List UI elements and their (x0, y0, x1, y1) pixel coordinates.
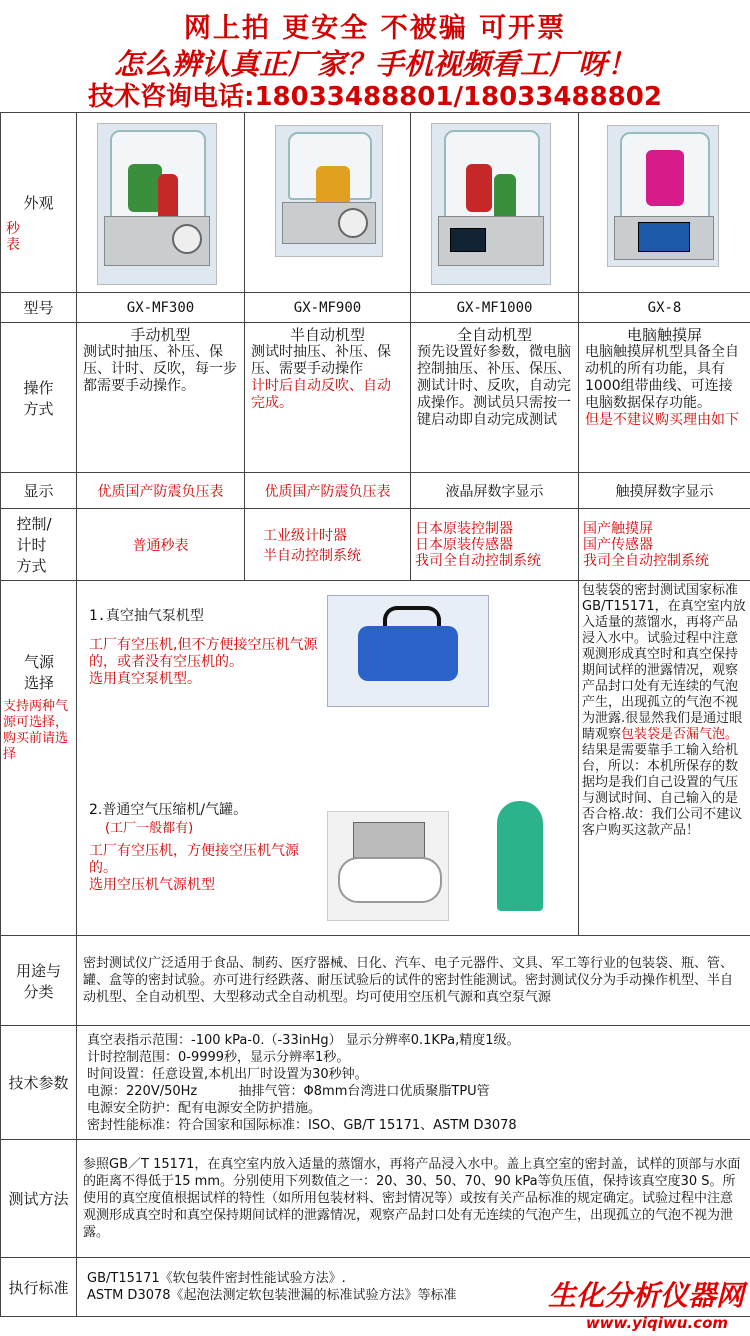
header-banner (0, 0, 750, 112)
tech-line: 密封性能标准：符合国家和国际标准：ISO、GB/T 15171、ASTM D3078 (87, 1117, 517, 1133)
model-mf1000: GX-MF1000 (411, 293, 579, 323)
banner-phone: 技术咨询电话:18033488801/18033488802 (88, 82, 662, 112)
operation-gx8: 电脑触摸屏 电脑触摸屏机型具备全自动机的所有功能，具有1000组带曲线、可连接电脑数据保存功能。 但是不建议购买理由如下 (579, 323, 750, 473)
display-gx8: 触摸屏数字显示 (579, 473, 750, 509)
air-tank-image (497, 801, 543, 911)
model-mf300: GX-MF300 (77, 293, 245, 323)
model-mf900: GX-MF900 (245, 293, 411, 323)
watermark-url: www.yiqiwu.com (585, 1314, 728, 1332)
standard-item: GB/T15171《软包装件密封性能试验方法》. (87, 1271, 346, 1286)
operation-mf900: 半自动机型 测试时抽压、补压、保压、需要手动操作 计时后自动反吹、自动完成。 (245, 323, 411, 473)
tech-line: 电源安全防护：配有电源安全防护措施。 (87, 1100, 322, 1116)
standard-item: ASTM D3078《起泡法测定软包装泄漏的标准试验方法》等标准 (87, 1288, 457, 1303)
appearance-row (1, 113, 750, 293)
air-source-row (1, 581, 750, 936)
screen-icon (450, 228, 486, 252)
tech-line: 电源：220V/50Hz 抽排气管：Φ8mm台湾进口优质聚脂TPU管 (87, 1083, 490, 1099)
tech-line: 时间设置：任意设置,本机出厂时设置为30秒钟。 (87, 1066, 368, 1082)
operation-row (1, 323, 750, 473)
operation-label: 操作方式 (1, 323, 77, 473)
usage-row (1, 936, 750, 1026)
operation-mf300: 手动机型 测试时抽压、补压、保压、计时、反吹，每一步都需要手动操作。 (77, 323, 245, 473)
air-compressor-image (327, 811, 449, 921)
test-label: 测试方法 (1, 1140, 77, 1258)
banner-question: 怎么辨认真正厂家？手机视频看工厂呀！ (113, 47, 636, 81)
gauge-icon (172, 224, 202, 254)
control-label: 控制/计时方式 (1, 509, 77, 581)
banner-slogan: 网上拍 更安全 不被骗 可开票 (183, 13, 567, 44)
tech-row (1, 1026, 750, 1140)
tech-params (77, 1026, 750, 1140)
air-label: 气源选择 (23, 653, 54, 692)
display-mf300: 优质国产防震负压表 (77, 473, 245, 509)
test-method-row (1, 1140, 750, 1258)
model-label: 型号 (1, 293, 77, 323)
product-photo-gx8 (579, 113, 750, 293)
air-side-note: 包装袋的密封测试国家标准GB/T15171，在真空室内放入适量的蒸馏水，再将产品浸入水中。试验过程中注意观测形成真空时和真空保持期间试样的泄露情况，观察产品封口处有无连续的气泡产生，出现孤立的气泡不视为泄露.很显然我们是通过眼睛观察包装袋是否漏气泡。结果是需要靠手工输入给机台，所以：本机所保存的数据均是我们自己设置的气压与测试时间、自己输入的是否合格.故：我们公司不建议客户购买这款产品！ (579, 581, 750, 936)
air-label-cell (1, 581, 77, 936)
control-mf1000: 日本原装控制器 日本原装传感器 我司全自动控制系统 (411, 509, 579, 581)
control-row (1, 509, 750, 581)
control-mf300: 普通秒表 (77, 509, 245, 581)
air-option2-desc: 工厂有空压机，方便接空压机气源的。 选用空压机气源机型 (89, 843, 299, 893)
operation-mf1000: 全自动机型 预先设置好参数，微电脑控制抽压、补压、保压、测试计时、反吹，自动完成操作。测试员只需按一键启动即自动完成测试 (411, 323, 579, 473)
model-row (1, 293, 750, 323)
product-photo-mf300 (77, 113, 245, 293)
test-method-text: 参照GB／T 15171，在真空室内放入适量的蒸馏水，再将产品浸入水中。盖上真空室的密封盖，试样的顶部与水面的距离不得低于15 mm。分别使用下列数值之一：20、30、50、70、90 kPa等负压值，保持该真空度30 S。所使用的真空度值根据试样的特性（如所用包装材料、密封情况等）或按有关产品标准的规定确定。试验过程中注意观测形成真空时和真空保持期间试样的泄露情况，观察产品封口处有无连续的气泡产生，出现孤立的气泡不视为泄露。 (77, 1140, 750, 1258)
gauge-icon (338, 208, 368, 238)
stopwatch-note: 秒表 (6, 221, 20, 253)
tech-label: 技术参数 (1, 1026, 77, 1140)
usage-label: 用途与分类 (1, 936, 77, 1026)
air-option1-desc: 工厂有空压机,但不方便接空压机气源的，或者没有空压机的。 选用真空泵机型。 (89, 637, 318, 687)
vacuum-pump-image (327, 595, 489, 707)
display-mf900: 优质国产防震负压表 (245, 473, 411, 509)
appearance-label: 外观 秒表 (1, 113, 77, 293)
air-note: 支持两种气源可选择，购买前请选择 (3, 699, 69, 762)
display-mf1000: 液晶屏数字显示 (411, 473, 579, 509)
air-option2-sub: (工厂一般都有) (105, 821, 194, 836)
control-mf900: 工业级计时器 半自动控制系统 (245, 509, 411, 581)
spec-table (0, 112, 750, 1317)
air-option2-title: 2.普通空气压缩机/气罐。 (89, 802, 248, 818)
tech-line: 计时控制范围：0-9999秒，显示分辨率1秒。 (87, 1049, 350, 1065)
display-label: 显示 (1, 473, 77, 509)
display-row (1, 473, 750, 509)
tech-line: 真空表指示范围：-100 kPa-0.（-33inHg） 显示分辨率0.1KPa,精度1级。 (87, 1032, 520, 1048)
air-options-cell (77, 581, 579, 936)
model-gx8: GX-8 (579, 293, 750, 323)
usage-text: 密封测试仪广泛适用于食品、制药、医疗器械、日化、汽车、电子元器件、文具、军工等行业的包装袋、瓶、管、罐、盒等的密封试验。亦可进行经跌落、耐压试验后的试件的密封性能测试。密封测试仪分为手动操作机型、半自动机型、全自动机型、大型移动式全自动机型。均可使用空压机气源和真空泵气源 (77, 936, 750, 1026)
product-photo-mf1000 (411, 113, 579, 293)
control-gx8: 国产触摸屏 国产传感器 我司全自动控制系统 (579, 509, 750, 581)
watermark-logo: 生化分析仪器网 (547, 1279, 744, 1312)
air-option1-title: 1.真空抽气泵机型 (89, 608, 204, 624)
std-label: 执行标准 (1, 1258, 77, 1317)
product-photo-mf900 (245, 113, 411, 293)
touchscreen-icon (638, 222, 690, 252)
